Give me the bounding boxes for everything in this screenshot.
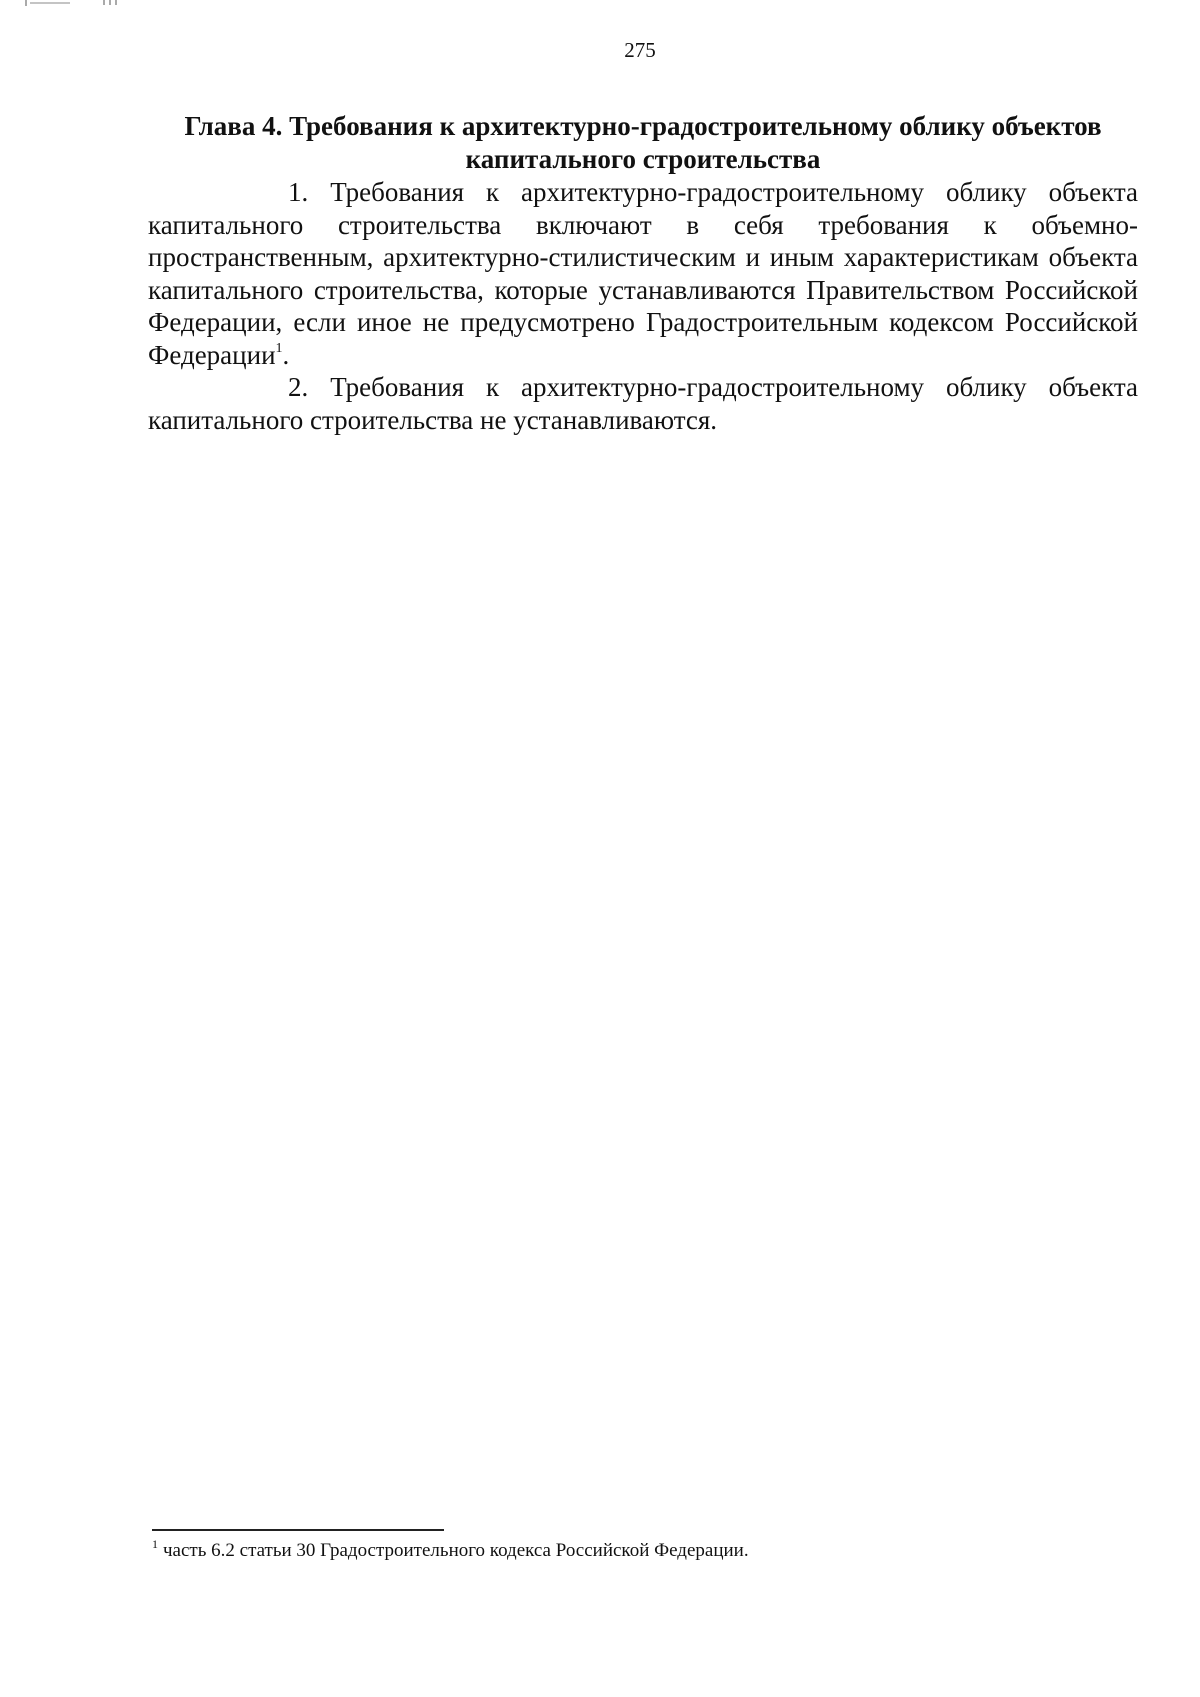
chapter-title-line-1: Глава 4. Требования к архитектурно-градостроительному облику объектов	[184, 111, 1102, 141]
chapter-title-line-2: капитального строительства	[465, 144, 821, 174]
paragraph-text: Требования к архитектурно-градостроительному облику объекта капитального строительства включают в себя требования к объемно-пространственным, архитектурно-стилистическим и иным характеристикам объекта капитального строительства, которые устанавливаются Правительством Российской Федерации, если иное не предусмотрено Градостроительным кодексом Российской Федерации	[148, 177, 1139, 370]
footnote-separator	[152, 1529, 444, 1531]
document-body	[148, 110, 1138, 436]
paragraph-tail: .	[282, 339, 290, 370]
paragraph-2	[148, 371, 1138, 436]
footnote-reference: 1	[275, 340, 283, 356]
paragraph-text: Требования к архитектурно-градостроительному облику объекта капитального строительства не устанавливаются.	[148, 372, 1139, 435]
paragraph-1	[148, 176, 1138, 371]
paragraph-number: 1.	[288, 177, 309, 207]
footnote-text: часть 6.2 статьи 30 Градостроительного кодекса Российской Федерации.	[163, 1540, 749, 1561]
footnote-marker: 1	[152, 1537, 158, 1551]
paragraph-number: 2.	[288, 372, 309, 402]
page-number: 275	[624, 38, 656, 62]
chapter-title	[148, 110, 1138, 176]
scan-artifact-marks	[0, 0, 140, 8]
footnote-1	[152, 1538, 1152, 1564]
